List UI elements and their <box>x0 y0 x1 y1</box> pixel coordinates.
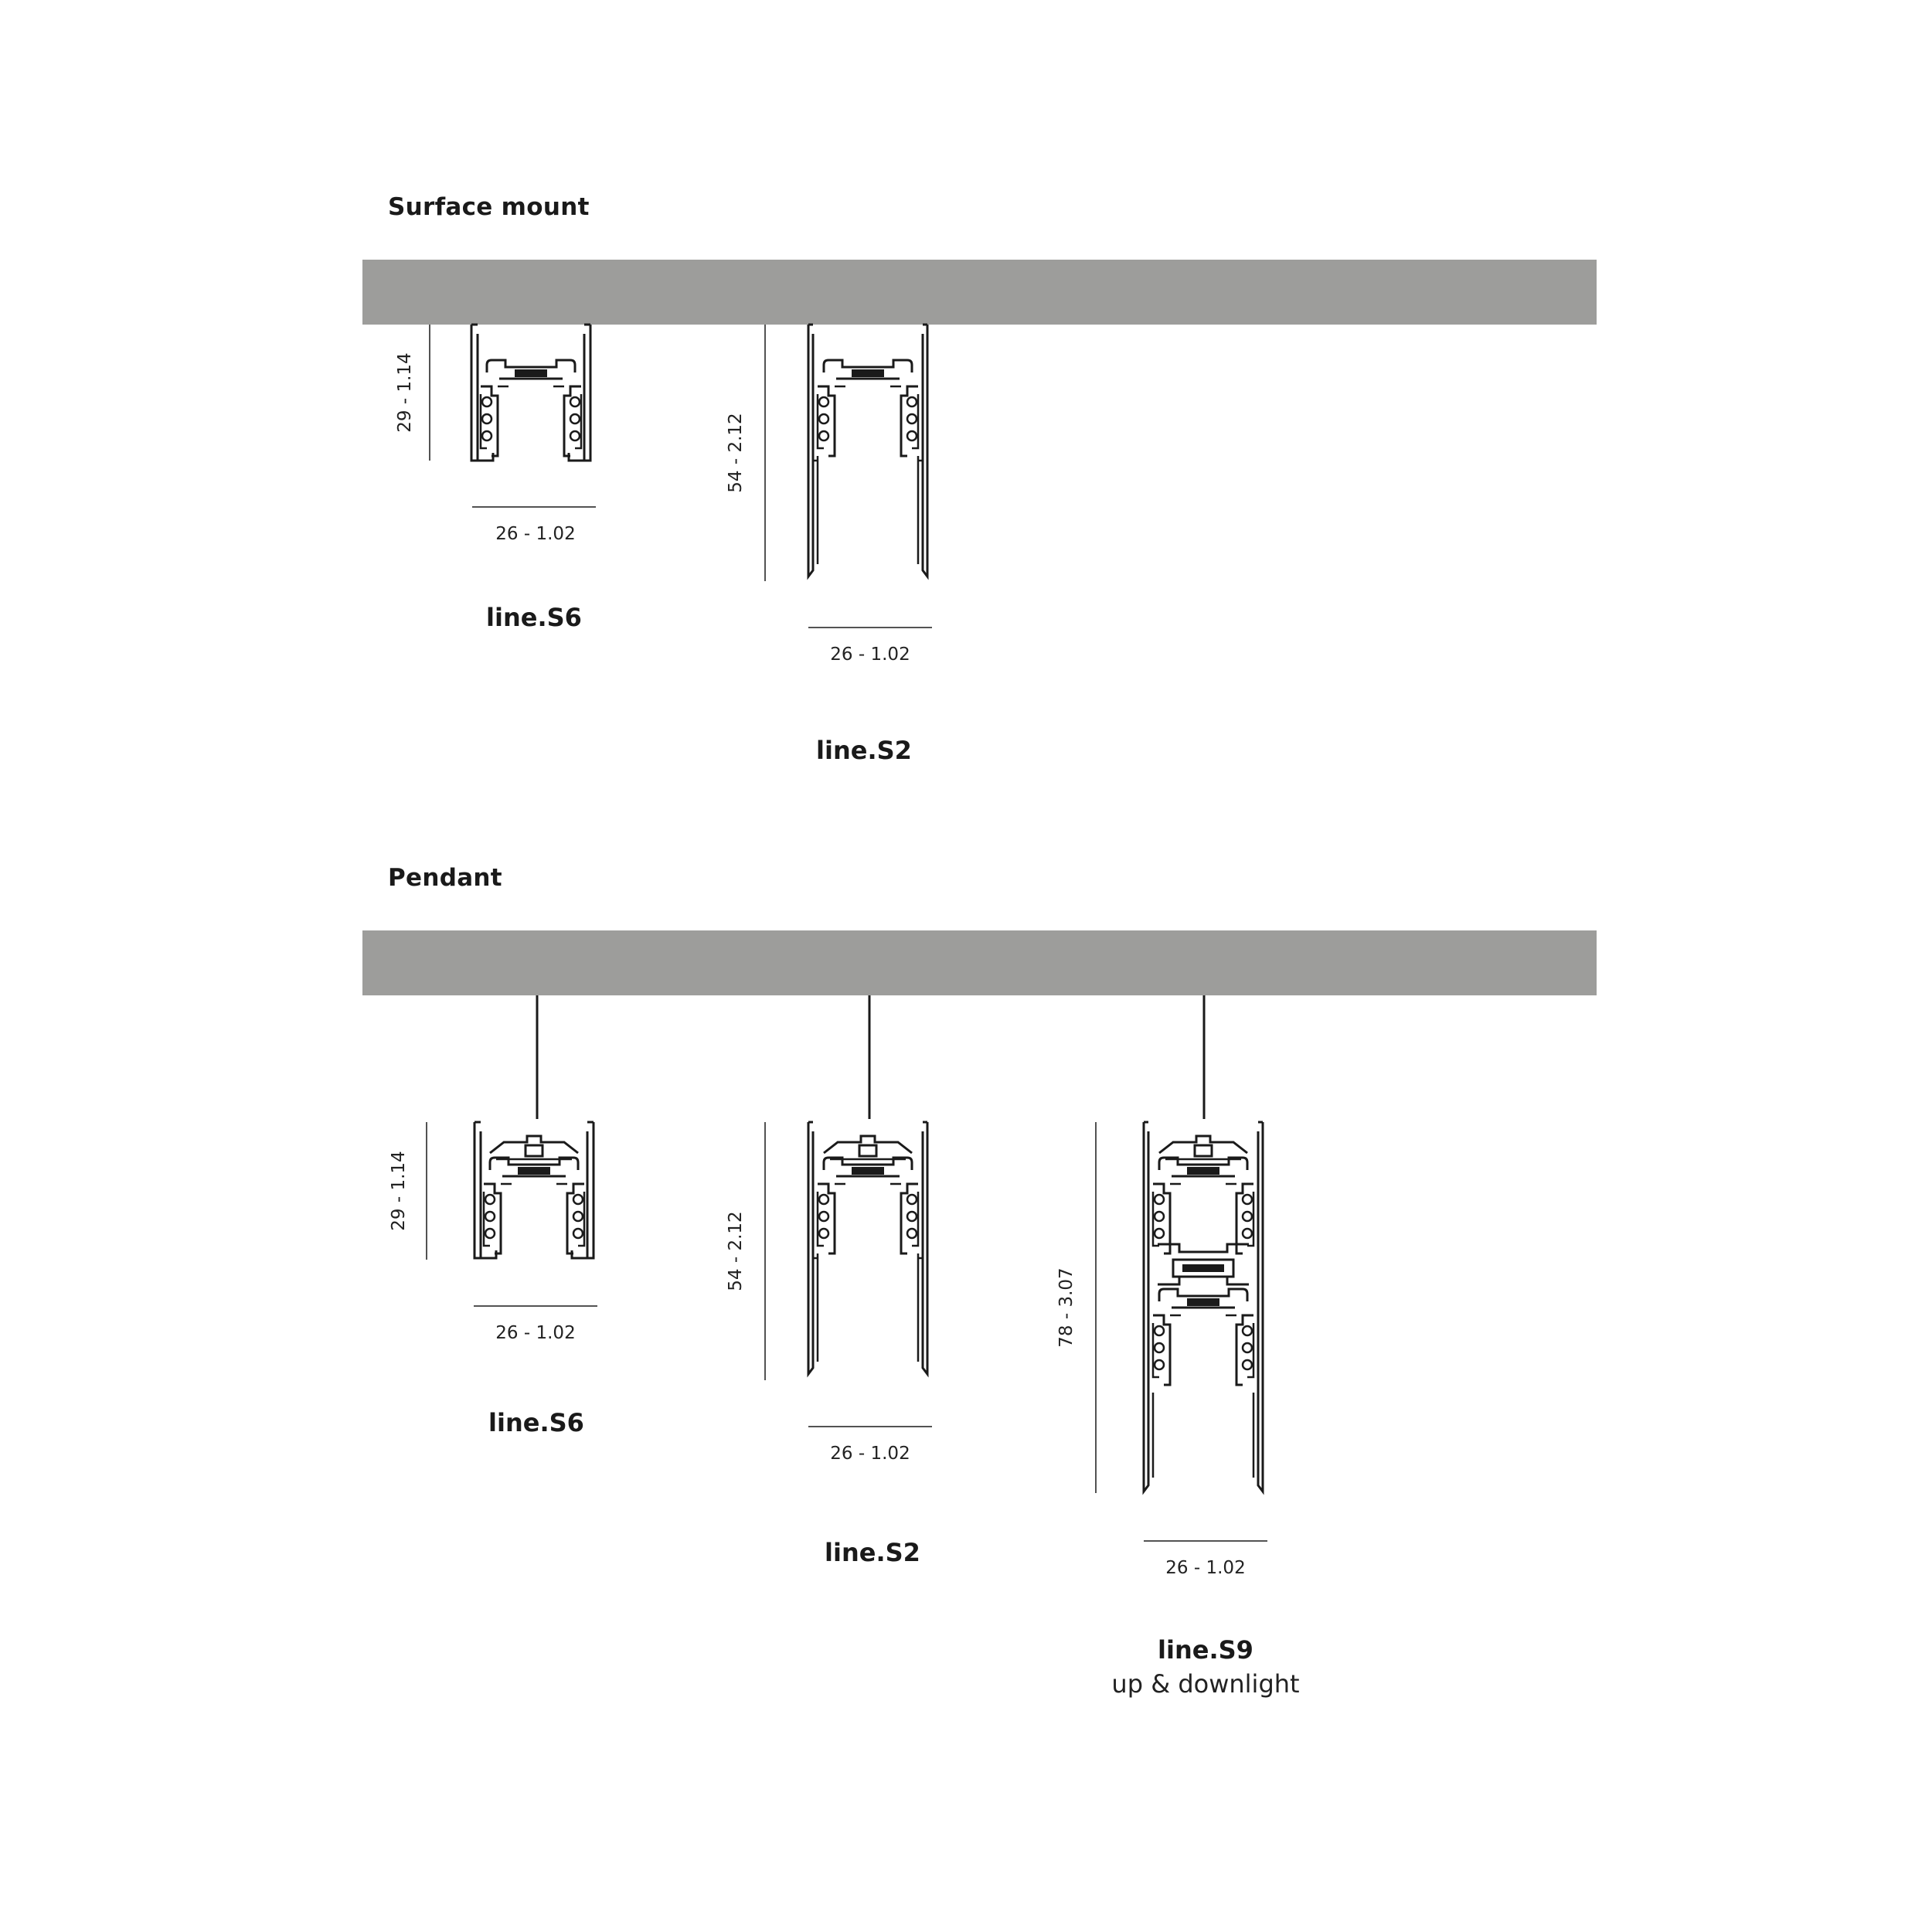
pendant-title: Pendant <box>388 864 502 892</box>
surface-s6-profile <box>471 325 590 461</box>
pendant-s9-height-dim: 78 - 3.07 <box>1056 1267 1077 1348</box>
pendant-s6-width-dim: 26 - 1.02 <box>495 1323 576 1343</box>
pendant-s6-label: line.S6 <box>488 1408 584 1437</box>
pendant-s9-profile <box>1144 1122 1263 1492</box>
surface-s6-width-dim: 26 - 1.02 <box>495 524 576 544</box>
pendant-s9-width-dim: 26 - 1.02 <box>1165 1558 1246 1578</box>
pendant-s9-subtitle: up & downlight <box>1111 1669 1300 1699</box>
surface-s6-height-dim: 29 - 1.14 <box>395 352 415 433</box>
surface-s2-height-dim: 54 - 2.12 <box>726 413 746 493</box>
pendant-s2-label: line.S2 <box>825 1538 920 1567</box>
surface-s2-label: line.S2 <box>816 736 912 765</box>
surface-s2-profile <box>808 325 927 577</box>
pendant-s2-profile <box>808 1122 927 1374</box>
pendant-s6-height-dim: 29 - 1.14 <box>389 1151 409 1231</box>
pendant-s2-width-dim: 26 - 1.02 <box>830 1444 910 1464</box>
surface-mount-title: Surface mount <box>388 193 590 221</box>
surface-s6-label: line.S6 <box>486 603 582 632</box>
pendant-s2-height-dim: 54 - 2.12 <box>726 1211 746 1291</box>
pendant-s6-profile <box>474 1122 594 1258</box>
pendant-s9-label: line.S9 <box>1158 1635 1253 1665</box>
surface-s2-width-dim: 26 - 1.02 <box>830 645 910 665</box>
